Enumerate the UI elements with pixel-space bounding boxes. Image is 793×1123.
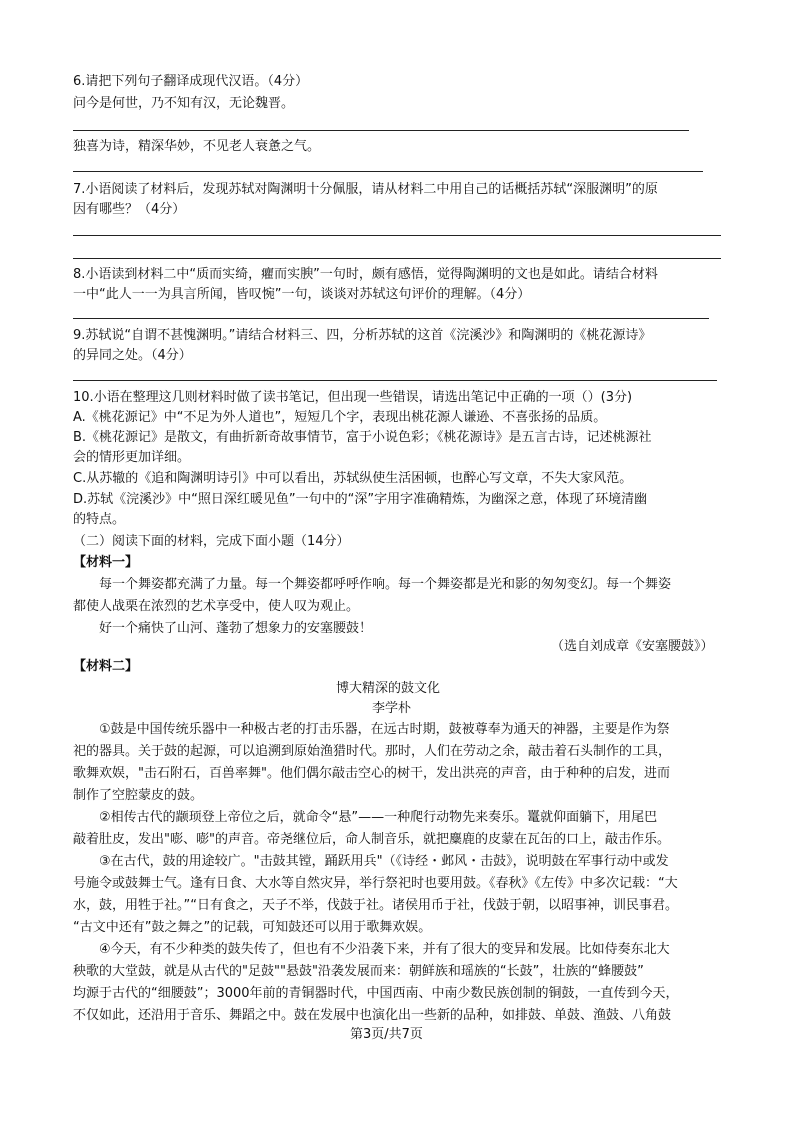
q8-line-1: 8.小语读到材料二中“质而实绮，癯而实腴”一句时，颇有感悟，觉得陶渊明的文也是如此。请结合材料 [73,267,658,282]
paragraph-1-line-2: 祀的器具。关于鼓的起源，可以追溯到原始渔猎时代。那时，人们在劳动之余，敲击着石头制作的工具， [73,744,672,759]
answer-line [73,130,689,131]
material-1-source: （选自刘成章《安塞腰鼓》） [551,639,714,654]
q6-sentence-1: 问今是何世，乃不知有汉，无论魏晋。 [73,96,295,111]
material-1-para-1-line-1: 每一个舞姿都充满了力量。每一个舞姿都呼呼作响。每一个舞姿都是光和影的匆匆变幻。每一个舞姿 [99,577,672,592]
answer-line [73,235,721,236]
paragraph-3-line-2: 号施令或鼓舞士气。逢有日食、大水等自然灾异，举行祭祀时也要用鼓。《春秋》《左传》中多次记载：“大 [73,876,678,891]
q10-option-b-line-2: 会的情形更加详细。 [73,450,191,465]
q10-option-d-line-2: 的特点。 [73,512,126,527]
answer-line [73,258,721,259]
paragraph-2-line-1: ②相传古代的颛顼登上帝位之后，就命令“悬”——一种爬行动物先来奏乐。鼍就仰面躺下，用尾巴 [99,810,658,825]
material-1-para-1-line-2: 都使人战栗在浓烈的艺术享受中，使人叹为观止。 [73,599,360,614]
paragraph-4-line-4: 不仅如此，还沿用于音乐、舞蹈之中。鼓在发展中也演化出一些新的品种，如排鼓、单鼓、渔鼓、八角鼓 [73,1008,672,1023]
section-heading: （二）阅读下面的材料，完成下面小题（14分） [73,534,350,549]
article-title: 博大精深的鼓文化 [336,681,441,696]
paragraph-4-line-3: 均源于古代的“细腰鼓”；3000年前的青铜器时代，中国西南、中南少数民族创制的铜鼓，一直传到今天， [73,986,679,1001]
q9-line-1: 9.苏轼说“自谓不甚愧渊明。”请结合材料三、四，分析苏轼的这首《浣溪沙》和陶渊明的《桃花源诗》 [73,328,652,343]
page-number: 第3页/共7页 [350,1027,423,1042]
paragraph-3-line-1: ③在古代，鼓的用途较广。"击鼓其镗，踊跃用兵"（《诗经・邺风・击鼓》，说明鼓在军事行动中或发 [99,854,669,869]
paragraph-1-line-1: ①鼓是中国传统乐器中一种极古老的打击乐器，在远古时期，鼓被尊奉为通天的神器，主要是作为祭 [99,722,670,737]
paragraph-4-line-2: 秧歌的大堂鼓，就是从古代的"足鼓""悬鼓"沿袭发展而来：朝鲜族和瑶族的“长鼓”，壮族的“蜂腰鼓” [73,964,644,979]
q9-line-2: 的异同之处。（4分） [73,348,192,363]
q7-line-2: 因有哪些？（4分） [73,202,186,217]
paragraph-1-line-4: 制作了空腔蒙皮的鼓。 [73,788,204,803]
material-2-label: 【材料二】 [73,659,139,674]
answer-line [73,318,709,319]
q7-line-1: 7.小语阅读了材料后，发现苏轼对陶渊明十分佩服，请从材料二中用自己的话概括苏轼“深服渊明”的原 [73,182,658,197]
paragraph-1-line-3: 歌舞欢娱，"击石附石，百兽率舞"。他们偶尔敲击空心的树干，发出洪亮的声音，由于种种的启发，进而 [73,766,670,781]
material-1-para-2: 好一个痛快了山河、蓬勃了想象力的安塞腰鼓！ [99,621,373,636]
q10-stem: 10.小语在整理这几则材料时做了读书笔记，但出现一些错误，请选出笔记中正确的一项（）(3分) [73,390,633,405]
q6-sentence-2: 独喜为诗，精深华妙，不见老人衰惫之气。 [73,139,321,154]
paragraph-3-line-3: 水，鼓，用牲于社。”“日有食之，天子不举，伐鼓于社。诸侯用币于社，伐鼓于朝，以昭事神，训民事君。 [73,898,678,913]
paragraph-2-line-2: 敲着肚皮，发出"嘭、嘭"的声音。帝尧继位后，命人制音乐，就把麋鹿的皮蒙在瓦缶的口上，敲击作乐。 [73,832,670,847]
q8-line-2: 一中“此人一一为具言所闻，皆叹惋”一句，谈谈对苏轼这句评价的理解。（4分） [73,287,531,302]
q10-option-d-line-1: D.苏轼《浣溪沙》中“照日深红暖见鱼”一句中的“深”字用字准确精炼，为幽深之意，体现了环境清幽 [73,492,648,507]
paragraph-3-line-4: “古文中还有”鼓之舞之”的记载，可知鼓还可以用于歌舞欢娱。 [73,920,432,935]
q6-prompt: 6.请把下列句子翻译成现代汉语。（4分） [73,74,309,89]
answer-line [73,171,703,172]
q10-option-b-line-1: B.《桃花源记》是散文，有曲折新奇故事情节，富于小说色彩；《桃花源诗》是五言古诗，记述桃源社 [73,430,652,445]
answer-line [73,380,717,381]
q10-option-a: A.《桃花源记》中“不足为外人道也”，短短几个字，表现出桃花源人谦逊、不喜张扬的品质。 [73,410,607,425]
material-1-label: 【材料一】 [73,555,139,570]
paragraph-4-line-1: ④今天，有不少种类的鼓失传了，但也有不少沿袭下来，并有了很大的变异和发展。比如侍奏东北大 [99,942,670,957]
q10-option-c: C.从苏辙的《追和陶渊明诗引》中可以看出，苏轼纵使生活困顿，也醉心写文章，不失大家风范。 [73,471,633,486]
article-author: 李学朴 [372,701,412,716]
